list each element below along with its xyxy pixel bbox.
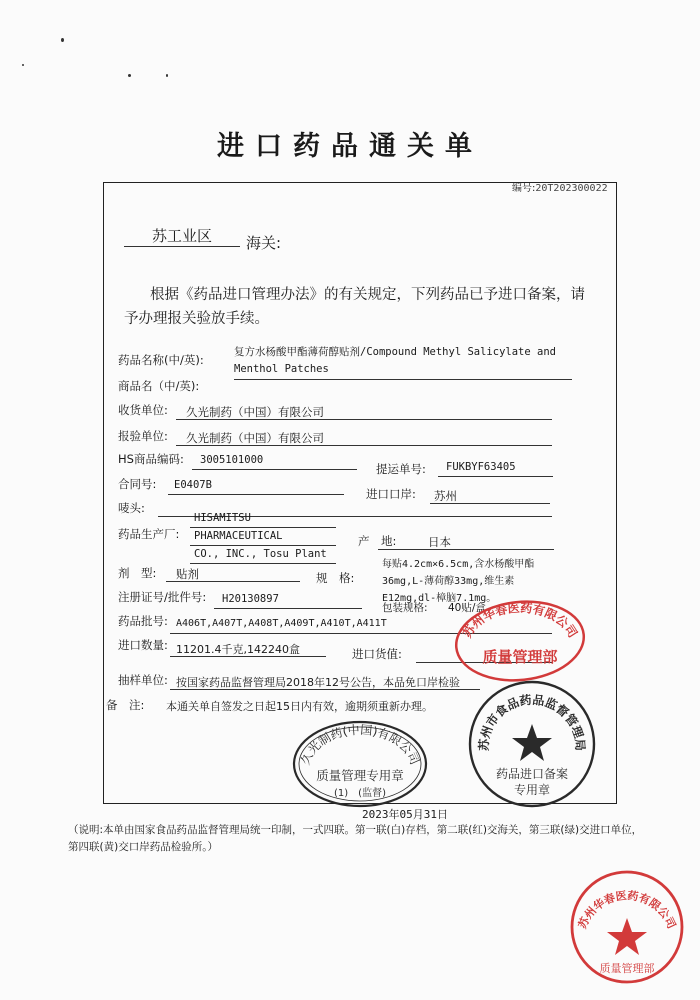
- dosage-form-value: 贴剂: [176, 567, 199, 581]
- spec-line-2: 36mg,L-薄荷醇33mg,维生素: [382, 576, 515, 587]
- registration-value: H20130897: [222, 593, 279, 605]
- svg-text:久光制药(中国)有限公司: [297, 722, 422, 767]
- manufacturer-underline-2: [190, 545, 336, 546]
- consignee-label: 收货单位:: [118, 403, 168, 417]
- qa-stamp-ring: 苏州华春医药有限公司: [459, 600, 581, 641]
- declarant-underline: [176, 445, 552, 446]
- customs-name: 苏工业区: [124, 225, 240, 247]
- manufacturer-underline-3: [190, 563, 336, 564]
- hs-code-value: 3005101000: [200, 454, 264, 466]
- dosage-form-label: 剂 型:: [118, 566, 157, 580]
- declarant-value: 久光制药（中国）有限公司: [186, 431, 324, 445]
- qa-stamp-center: 质量管理部: [482, 648, 558, 666]
- registration-label: 注册证号/批件号:: [118, 590, 207, 604]
- sampling-underline: [170, 689, 480, 690]
- drug-name-value-line2: Menthol Patches: [234, 363, 329, 375]
- spec-line-3: E12mg,dl-樟脑7.1mg。: [382, 593, 497, 604]
- remark-label: 备 注:: [106, 698, 145, 712]
- company-stamp-center: 质量管理专用章: [316, 768, 404, 783]
- package-spec-value: 40贴/盒: [448, 602, 486, 614]
- bill-of-lading-underline: [438, 476, 553, 477]
- port-value: 苏州: [434, 489, 457, 503]
- contract-value: E0407B: [174, 479, 212, 491]
- manufacturer-line-1: HISAMITSU: [194, 512, 251, 524]
- scan-speck: [166, 74, 168, 77]
- star-icon: [512, 724, 552, 761]
- consignee-underline: [176, 419, 552, 420]
- trade-name-label: 商品名（中/英):: [118, 379, 200, 393]
- origin-underline: [378, 549, 554, 550]
- intro-paragraph: 根据《药品进口管理办法》的有关规定，下列药品已予进口备案，请予办理报关验放手续。: [124, 287, 585, 327]
- company-stamp-ring: 久光制药(中国)有限公司: [298, 722, 422, 767]
- bureau-import-stamp: [466, 678, 598, 810]
- spec-label: 规 格:: [316, 571, 355, 585]
- hs-code-label: HS商品编码:: [118, 452, 184, 466]
- manufacturer-underline-1: [190, 527, 336, 528]
- corner-stamp-center: 质量管理部: [599, 962, 655, 975]
- quantity-value: 11201.4千克,142240盒: [176, 643, 300, 656]
- company-quality-stamp: [290, 718, 430, 810]
- contract-label: 合同号:: [118, 477, 157, 491]
- star-icon: [607, 918, 647, 955]
- sampling-value: 按国家药品监督管理局2018年12号公告，本品免口岸检验: [176, 676, 460, 689]
- spec-line-1: 每贴4.2cm×6.5cm,含水杨酸甲酯: [382, 559, 535, 570]
- batch-label: 药品批号:: [118, 614, 168, 628]
- contract-underline: [168, 494, 344, 495]
- package-spec-label: 包装规格:: [382, 602, 428, 614]
- bureau-stamp-center: 药品进口备案: [495, 767, 569, 781]
- quantity-underline: [170, 656, 326, 657]
- consignee-value: 久光制药（中国）有限公司: [186, 405, 324, 419]
- dosage-form-underline: [166, 581, 300, 582]
- bureau-stamp-sub: 专用章: [513, 783, 551, 797]
- origin-label: 产 地:: [358, 534, 397, 548]
- scan-speck: [22, 64, 24, 66]
- sampling-label: 抽样单位:: [118, 673, 168, 687]
- remark-value: 本通关单自签发之日起15日内有效，逾期须重新办理。: [166, 700, 433, 713]
- port-label: 进口口岸:: [366, 487, 416, 501]
- batch-value: A406T,A407T,A408T,A409T,A410T,A411T: [176, 618, 387, 629]
- document-number-value: 20T202300022: [535, 183, 608, 194]
- bureau-stamp-ring: 苏州市食品药品监督管理局: [476, 692, 588, 752]
- issue-date: 2023年05月31日: [362, 808, 448, 821]
- bill-of-lading-label: 提运单号:: [376, 462, 426, 476]
- company-stamp-sub: (1) (监督): [334, 788, 386, 799]
- document-number-label: 编号:: [512, 183, 536, 194]
- footnote: （说明:本单由国家食品药品监督管理局统一印制，一式四联。第一联(白)存档，第二联(红)交海关，第三联(绿)交进口单位，第四联(黄)交口岸药品检验所。）: [68, 824, 643, 853]
- cargo-value-label: 进口货值:: [352, 647, 402, 661]
- shipping-mark-label: 唛头:: [118, 501, 145, 515]
- hs-code-underline: [192, 469, 357, 470]
- origin-value: 日本: [428, 535, 451, 549]
- registration-underline: [214, 608, 362, 609]
- drug-name-underline: [234, 379, 572, 380]
- corner-company-stamp: [568, 868, 686, 986]
- svg-text:苏州华春医药有限公司: [459, 600, 580, 640]
- quantity-label: 进口数量:: [118, 638, 168, 652]
- port-underline: [430, 503, 550, 504]
- scan-speck: [128, 74, 131, 77]
- qa-department-stamp: [452, 598, 588, 684]
- manufacturer-label: 药品生产厂:: [118, 527, 180, 541]
- customs-suffix: 海关:: [246, 234, 282, 252]
- manufacturer-line-3: CO., INC., Tosu Plant: [194, 548, 327, 560]
- bill-of-lading-value: FUKBYF63405: [446, 461, 516, 473]
- manufacturer-line-2: PHARMACEUTICAL: [194, 530, 283, 542]
- drug-name-value: 复方水杨酸甲酯薄荷醇贴剂/Compound Methyl Salicylate and: [234, 346, 556, 358]
- scan-speck: [61, 38, 64, 42]
- declarant-label: 报验单位:: [118, 429, 168, 443]
- page-title: 进口药品通关单: [217, 131, 483, 162]
- drug-name-label: 药品名称(中/英):: [118, 353, 204, 367]
- corner-stamp-ring: 苏州华春医药有限公司: [575, 889, 679, 931]
